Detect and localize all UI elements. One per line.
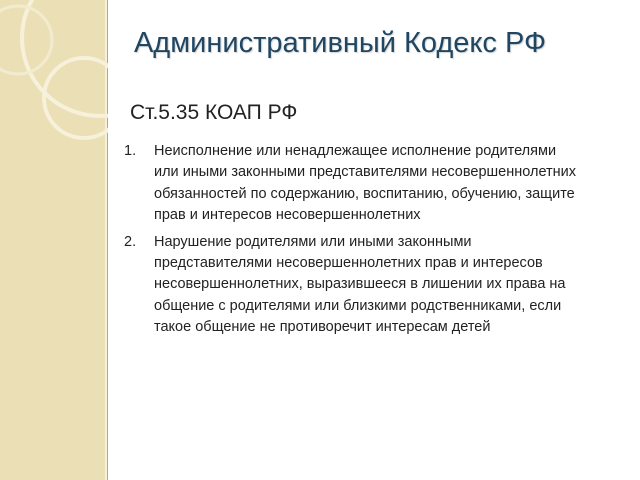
list-item xyxy=(124,232,584,339)
decorative-circle-small xyxy=(44,58,108,138)
list-item-text: Неисполнение или ненадлежащее исполнение родителями или иными законными представителями несовершеннолетних обязанностей по содержанию, воспитанию, обучению, защите прав и интересов несовершеннолетних xyxy=(154,143,577,224)
slide-title: Административный Кодекс РФ xyxy=(133,27,547,59)
list-item-number: 2. xyxy=(124,233,137,250)
decorative-circles-graphic xyxy=(0,0,108,480)
article-items-list xyxy=(124,141,584,344)
slide-subtitle: Ст.5.35 КОАП РФ xyxy=(130,101,298,124)
list-item-number: 1. xyxy=(124,143,137,159)
list-item-text: Нарушение родителями или иными законными представителями несовершеннолетних прав и интересов несовершеннолетних, выразившееся в лишении их права на общение с родителями или близкими родственниками, если такое общение не противоречит интересам детей xyxy=(154,233,566,336)
list-item xyxy=(124,141,584,227)
